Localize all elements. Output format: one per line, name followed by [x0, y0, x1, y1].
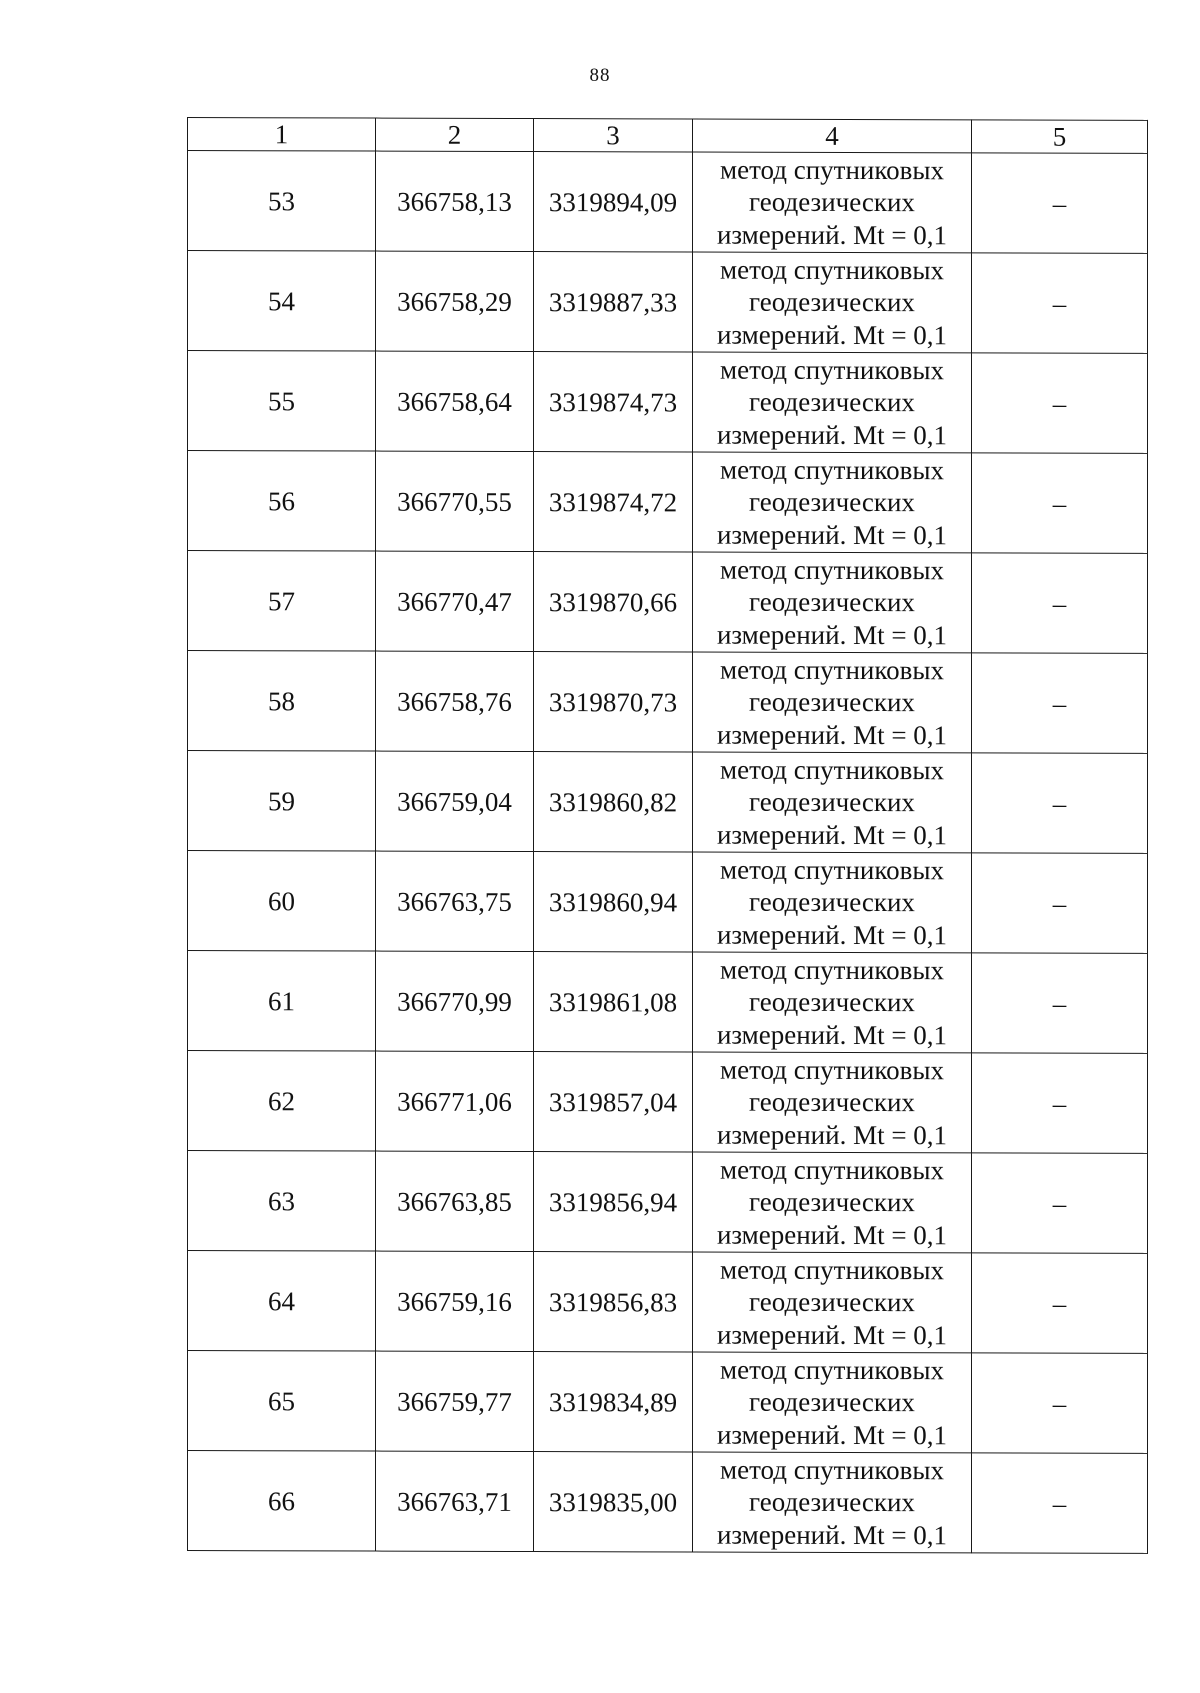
method-line: геодезических: [749, 1386, 915, 1418]
y-coordinate-cell: 3319861,08: [534, 952, 693, 1052]
table-row: [188, 951, 1148, 1054]
method-cell: [693, 752, 972, 853]
note-cell: –: [972, 653, 1148, 754]
x-coordinate-cell: 366763,71: [376, 1451, 534, 1551]
page-number: 88: [589, 65, 611, 86]
method-cell: [693, 952, 972, 1053]
method-line: метод спутниковых: [720, 254, 944, 285]
table-row: [188, 1451, 1148, 1554]
method-line: метод спутниковых: [720, 1154, 944, 1185]
method-line: метод спутниковых: [720, 354, 944, 385]
point-number-cell: 63: [188, 1151, 376, 1252]
method-line: метод спутниковых: [720, 1454, 944, 1485]
point-number-cell: 58: [188, 651, 376, 752]
table-row: [188, 651, 1148, 754]
x-coordinate-cell: 366771,06: [376, 1051, 534, 1151]
y-coordinate-cell: 3319856,83: [534, 1252, 693, 1352]
note-cell: –: [972, 753, 1148, 854]
x-coordinate-cell: 366758,76: [376, 651, 534, 751]
y-coordinate-cell: 3319874,72: [534, 452, 693, 552]
method-line: метод спутниковых: [720, 654, 944, 685]
method-line: измерений. Mt = 0,1: [716, 419, 948, 451]
header-cell-col-1: 1: [188, 118, 376, 152]
x-coordinate-cell: 366759,04: [376, 751, 534, 851]
method-line: измерений. Mt = 0,1: [716, 1419, 948, 1451]
table-row: [188, 351, 1148, 454]
point-number-cell: 57: [188, 551, 376, 652]
table-row: [188, 1151, 1148, 1254]
method-line: геодезических: [749, 686, 915, 718]
method-line: измерений. Mt = 0,1: [716, 919, 948, 951]
method-cell: [693, 552, 972, 653]
method-cell: [693, 152, 972, 253]
point-number-cell: 62: [188, 1051, 376, 1152]
method-line: геодезических: [749, 1086, 915, 1118]
x-coordinate-cell: 366759,16: [376, 1251, 534, 1351]
x-coordinate-cell: 366770,55: [376, 451, 534, 551]
point-number-cell: 60: [188, 851, 376, 952]
method-cell: [693, 352, 972, 453]
y-coordinate-cell: 3319860,82: [534, 752, 693, 852]
method-line: измерений. Mt = 0,1: [716, 619, 948, 651]
table-row: [188, 1251, 1148, 1354]
x-coordinate-cell: 366770,99: [376, 951, 534, 1051]
method-cell: [693, 652, 972, 753]
method-line: измерений. Mt = 0,1: [716, 1519, 948, 1551]
header-cell-col-2: 2: [376, 118, 534, 151]
method-line: измерений. Mt = 0,1: [716, 1319, 948, 1351]
method-line: измерений. Mt = 0,1: [716, 1219, 948, 1251]
method-line: геодезических: [749, 486, 915, 518]
note-cell: –: [972, 1353, 1148, 1454]
header-cell-col-4: 4: [693, 119, 972, 153]
note-cell: –: [972, 853, 1148, 954]
note-cell: –: [972, 353, 1148, 454]
note-cell: –: [972, 1053, 1148, 1154]
x-coordinate-cell: 366763,85: [376, 1151, 534, 1251]
method-line: метод спутниковых: [720, 854, 944, 885]
table-body: [188, 118, 1148, 1554]
method-line: измерений. Mt = 0,1: [716, 719, 948, 751]
table-row: [188, 1051, 1148, 1154]
method-line: метод спутниковых: [720, 1354, 944, 1385]
note-cell: –: [972, 1153, 1148, 1254]
y-coordinate-cell: 3319887,33: [534, 252, 693, 352]
y-coordinate-cell: 3319874,73: [534, 352, 693, 452]
method-line: геодезических: [749, 286, 915, 318]
y-coordinate-cell: 3319860,94: [534, 852, 693, 952]
method-line: геодезических: [749, 786, 915, 818]
note-cell: –: [972, 953, 1148, 1054]
y-coordinate-cell: 3319870,66: [534, 552, 693, 652]
table-row: [188, 151, 1148, 254]
note-cell: –: [972, 553, 1148, 654]
y-coordinate-cell: 3319856,94: [534, 1152, 693, 1252]
method-line: метод спутниковых: [720, 1054, 944, 1085]
method-line: измерений. Mt = 0,1: [716, 1119, 948, 1151]
method-line: метод спутниковых: [720, 754, 944, 785]
point-number-cell: 56: [188, 451, 376, 552]
x-coordinate-cell: 366758,29: [376, 251, 534, 351]
method-cell: [693, 252, 972, 353]
method-line: геодезических: [749, 586, 915, 618]
method-line: геодезических: [749, 886, 915, 918]
method-line: геодезических: [749, 186, 915, 218]
method-cell: [693, 852, 972, 953]
table-row: [188, 851, 1148, 954]
header-cell-col-3: 3: [534, 119, 693, 152]
point-number-cell: 55: [188, 351, 376, 452]
method-line: геодезических: [749, 986, 915, 1018]
note-cell: –: [972, 1453, 1148, 1554]
point-number-cell: 65: [188, 1351, 376, 1452]
method-line: измерений. Mt = 0,1: [716, 319, 948, 351]
table-row: [188, 551, 1148, 654]
point-number-cell: 64: [188, 1251, 376, 1352]
point-number-cell: 66: [188, 1451, 376, 1552]
x-coordinate-cell: 366763,75: [376, 851, 534, 951]
note-cell: –: [972, 253, 1148, 354]
y-coordinate-cell: 3319870,73: [534, 652, 693, 752]
x-coordinate-cell: 366770,47: [376, 551, 534, 651]
table-row: [188, 251, 1148, 354]
point-number-cell: 53: [188, 151, 376, 252]
method-line: метод спутниковых: [720, 454, 944, 485]
point-number-cell: 61: [188, 951, 376, 1052]
x-coordinate-cell: 366758,13: [376, 151, 534, 251]
point-number-cell: 59: [188, 751, 376, 852]
method-line: геодезических: [749, 1286, 915, 1318]
coordinates-table: [187, 117, 1148, 1554]
method-cell: [693, 1052, 972, 1153]
y-coordinate-cell: 3319835,00: [534, 1452, 693, 1552]
x-coordinate-cell: 366758,64: [376, 351, 534, 451]
point-number-cell: 54: [188, 251, 376, 352]
table-row: [188, 751, 1148, 854]
method-cell: [693, 1452, 972, 1553]
x-coordinate-cell: 366759,77: [376, 1351, 534, 1451]
y-coordinate-cell: 3319834,89: [534, 1352, 693, 1452]
method-line: измерений. Mt = 0,1: [716, 519, 948, 551]
method-line: геодезических: [749, 1186, 915, 1218]
method-line: измерений. Mt = 0,1: [716, 1019, 948, 1051]
note-cell: –: [972, 453, 1148, 554]
method-line: измерений. Mt = 0,1: [716, 219, 948, 251]
note-cell: –: [972, 153, 1148, 254]
y-coordinate-cell: 3319894,09: [534, 152, 693, 252]
method-line: метод спутниковых: [720, 554, 944, 585]
method-line: геодезических: [749, 1486, 915, 1518]
method-cell: [693, 452, 972, 553]
method-line: метод спутниковых: [720, 1254, 944, 1285]
note-cell: –: [972, 1253, 1148, 1354]
table-row: [188, 1351, 1148, 1454]
method-cell: [693, 1252, 972, 1353]
method-line: геодезических: [749, 386, 915, 418]
method-cell: [693, 1352, 972, 1453]
method-line: метод спутниковых: [720, 154, 944, 185]
y-coordinate-cell: 3319857,04: [534, 1052, 693, 1152]
method-line: измерений. Mt = 0,1: [716, 819, 948, 851]
table-header-row: [188, 118, 1148, 154]
table-row: [188, 451, 1148, 554]
method-cell: [693, 1152, 972, 1253]
method-line: метод спутниковых: [720, 954, 944, 985]
header-cell-col-5: 5: [972, 120, 1148, 154]
